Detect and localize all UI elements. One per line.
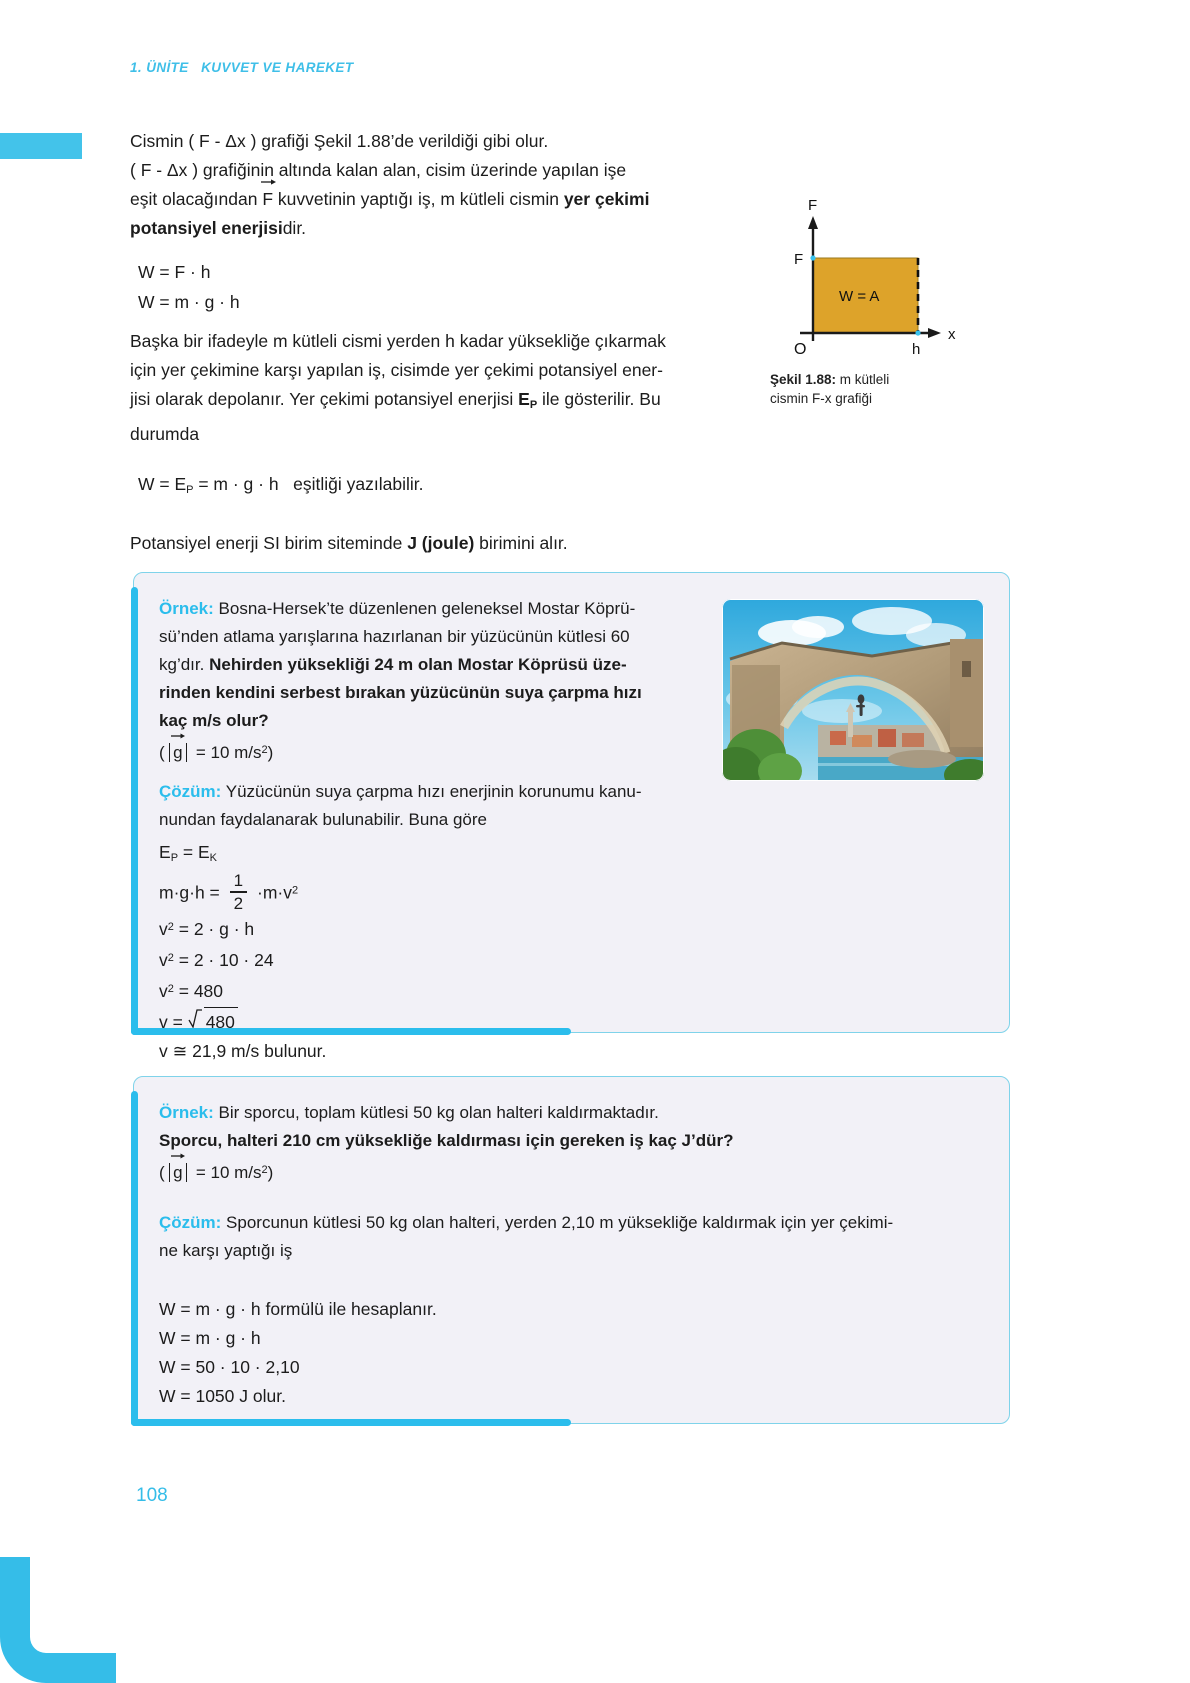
f3-sub: P [186, 484, 194, 496]
ex1-m4-b: = 2 · 10 · 24 [173, 949, 274, 970]
ex2-q-l1: Bir sporcu, toplam kütlesi 50 kg olan halteri kaldırmaktadır. [213, 1103, 659, 1122]
ex1-math-ep-ek [159, 838, 724, 873]
ex2-given-g [159, 1155, 989, 1188]
ex1-g: g [173, 743, 183, 762]
ex1-math-result: v ≅ 21,9 m/s bulunur. [159, 1040, 327, 1061]
ex1-q-line-1 [159, 595, 724, 623]
ex1-q-l3-bold: Nehirden yüksekliği 24 m olan Mostar Köprüsü üze- [209, 655, 627, 674]
radical-icon [188, 1008, 202, 1028]
figure-x-axis-label: x [948, 326, 956, 343]
ex1-sol-l1: Yüzücünün suya çarpma hızı enerjinin korunumu kanu- [221, 782, 642, 801]
g-vector-symbol [170, 1158, 185, 1188]
paragraph-1-line-1: Cismin ( F - Δx ) grafiği Şekil 1.88’de verildiği gibi olur. [130, 131, 549, 151]
ex1-q-line-2: sü’nden atlama yarışlarına hazırlanan bir yüzücünün kütlesi 60 [159, 627, 630, 646]
ex1-m6-a: v = [159, 1011, 188, 1032]
abs-value-bars [165, 1158, 191, 1188]
ex2-given-close: ) [267, 1163, 274, 1182]
ex2-math-w-mgh: W = m · g · h [159, 1328, 261, 1348]
p1l3-bold: yer çekimi [563, 189, 650, 209]
p1l3-text-a: eşit olacağından [130, 189, 263, 209]
ex2-math-result: W = 1050 J olur. [159, 1386, 286, 1406]
mostar-bridge-photo [722, 599, 984, 781]
edge-marker-bottom-corner [0, 1557, 116, 1683]
ex2-g: g [173, 1163, 183, 1182]
figure-graph [770, 196, 985, 356]
running-head: 1. ÜNİTE KUVVET VE HAREKET [130, 60, 354, 75]
ex1-m3-exp: 2 [167, 920, 174, 933]
ex1-m5-b: = 480 [173, 980, 224, 1001]
fraction-bar [230, 891, 247, 893]
abs-bar-right [186, 1163, 188, 1182]
force-vector-symbol [262, 185, 273, 214]
example-2-bottom-accent-bar [131, 1419, 571, 1426]
ex1-math-v2-numbers [159, 944, 724, 975]
ex1-m1-a: E [159, 842, 171, 862]
ex2-given-val: = 10 m/s [191, 1163, 262, 1182]
ex1-given-exp: 2 [261, 744, 268, 756]
abs-value-bars [165, 738, 191, 768]
ex2-math-w-numbers: W = 50 · 10 · 2,10 [159, 1357, 300, 1377]
ex1-radicand: 480 [204, 1007, 238, 1037]
fx-graph-svg [770, 196, 985, 356]
ex1-q-l3-norm: kg’dır. [159, 655, 210, 674]
ex2-q-line-2 [159, 1127, 989, 1155]
formula-w-ep-mgh [138, 469, 730, 505]
figure-y-axis-label: F [808, 197, 818, 214]
vector-arrow-icon [171, 732, 185, 740]
ex2-q-line-1 [159, 1099, 989, 1127]
body-text-column [130, 127, 730, 572]
ex1-m1-b: = E [178, 842, 210, 862]
ex1-q-l5-bold: kaç m/s olur? [159, 711, 269, 730]
ex1-m1-sub2: K [209, 852, 217, 864]
ex1-m5-a: v [159, 980, 168, 1001]
figure-caption-lead: Şekil 1.88: [770, 372, 837, 387]
ex2-given-open: ( [159, 1163, 165, 1182]
p2l3-sub: P [529, 399, 538, 411]
fraction-denominator: 2 [233, 893, 244, 913]
fraction-one-half [230, 873, 247, 913]
ex1-m4-a: v [159, 949, 168, 970]
vector-arrow-icon [261, 178, 276, 186]
ex1-sol-line-2: nundan faydalanarak bulunabilir. Buna göre [159, 810, 487, 829]
paragraph-1-line-3 [130, 185, 730, 214]
example-2-question [159, 1099, 989, 1188]
example-1-lead: Örnek: [159, 599, 214, 618]
vector-arrow-icon [171, 1152, 185, 1160]
p1l3-F: F [262, 189, 274, 209]
ex2-math-formula: W = m · g · h formülü ile hesaplanır. [159, 1299, 437, 1319]
paragraph-2 [130, 327, 730, 449]
p3-bold: J (joule) [407, 533, 475, 553]
ex1-m3-b: = 2 · g · h [173, 918, 255, 939]
g-vector-symbol [170, 738, 185, 768]
figure-1-88 [770, 196, 985, 408]
ex1-q-l1: Bosna-Hersek’te düzenlenen geleneksel Mostar Köprü- [213, 599, 636, 618]
ex2-given-exp: 2 [261, 1164, 268, 1176]
paragraph-2-line-1: Başka bir ifadeyle m kütleli cismi yerden h kadar yüksekliğe çıkarmak [130, 331, 666, 351]
p2l3-text-b: ile gösterilir. Bu [537, 389, 661, 409]
example-1-solution [159, 778, 724, 1066]
ex1-m1-sub1: P [170, 852, 179, 864]
ex2-sol-line-1 [159, 1209, 989, 1237]
ex1-given-val: = 10 m/s [191, 743, 262, 762]
ex1-m3-a: v [159, 918, 168, 939]
p3-text-a: Potansiyel enerji SI birim siteminde [130, 533, 408, 553]
p1l4-rest: dir. [282, 218, 307, 238]
paragraph-2-line-4: durumda [130, 424, 200, 444]
f3-b: = m · g · h [193, 474, 279, 494]
ex1-m5-exp: 2 [167, 982, 174, 995]
ex1-given-open: ( [159, 743, 165, 762]
ex1-q-l4-bold: rinden kendini serbest bırakan yüzücünün suya çarpma hızı [159, 683, 642, 702]
edge-marker-top [0, 133, 82, 159]
ex1-math-v2-2gh [159, 913, 724, 944]
page-number: 108 [136, 1485, 168, 1506]
paragraph-1 [130, 127, 730, 243]
figure-caption-rest-1: m kütleli [836, 372, 890, 387]
p1l4-bold: potansiyel enerjisi [130, 218, 283, 238]
ex2-sol-l1: Sporcunun kütlesi 50 kg olan halteri, yerden 2,10 m yüksekliğe kaldırmak için yer çekimi- [221, 1213, 894, 1232]
ex1-q-line-4 [159, 679, 724, 707]
f3-tail: eşitliği yazılabilir. [293, 474, 424, 494]
p3-text-b: birimini alır. [474, 533, 568, 553]
ex1-m2-a: m·g·h = [159, 882, 225, 903]
ex1-m4-exp: 2 [167, 951, 174, 964]
figure-origin-label: O [794, 341, 807, 356]
ex1-m2-b: ·m·v [252, 882, 292, 903]
mostar-bridge-illustration [722, 599, 984, 781]
p2l3-text-a: jisi olarak depolanır. Yer çekimi potansiyel enerjisi [130, 389, 519, 409]
ex2-q-l2-bold: Sporcu, halteri 210 cm yüksekliğe kaldırması için gereken iş kaç J’dür? [159, 1131, 734, 1150]
paragraph-3 [130, 529, 730, 558]
ex1-math-mgh-half-mv2 [159, 873, 724, 913]
paragraph-2-line-2: için yer çekimine karşı yapılan iş, cisimde yer çekimi potansiyel ener- [130, 360, 663, 380]
example-1-question [159, 595, 724, 768]
figure-x-tick-label: h [912, 341, 921, 356]
p2l3-E: E [518, 389, 530, 409]
paragraph-1-line-2: ( F - Δx ) grafiğinin altında kalan alan, cisim üzerinde yapılan işe [130, 160, 627, 180]
formula-w-mgh: W = m · g · h [138, 292, 240, 312]
ex1-q-line-5 [159, 707, 724, 735]
example-1-solution-lead: Çözüm: [159, 782, 222, 801]
formula-w-f-h: W = F · h [138, 262, 211, 282]
ex1-given-close: ) [267, 743, 274, 762]
figure-caption [770, 370, 985, 408]
figure-area-label: W = A [839, 288, 880, 305]
example-1-left-accent-bar [131, 587, 138, 1035]
ex2-sol-line-2: ne karşı yaptığı iş [159, 1241, 293, 1260]
square-root-expression [188, 1006, 238, 1037]
figure-y-tick-label: F [794, 251, 804, 268]
fraction-numerator: 1 [233, 871, 244, 890]
paragraph-2-line-3 [130, 385, 730, 420]
example-2-lead: Örnek: [159, 1103, 214, 1122]
ex1-given-g [159, 735, 724, 768]
ex1-q-line-3 [159, 651, 724, 679]
paragraph-1-line-4 [130, 214, 730, 243]
figure-caption-rest-2: cismin F-x grafiği [770, 391, 873, 406]
example-2-solution [159, 1209, 989, 1411]
ex1-sol-line-1 [159, 778, 724, 806]
corner-shape [0, 1557, 116, 1683]
p1l3-text-c: kuvvetinin yaptığı iş, m kütleli cismin [273, 189, 564, 209]
ex1-math-v-sqrt480 [159, 1006, 724, 1037]
ex1-math-v2-480 [159, 975, 724, 1006]
example-box-2 [133, 1076, 1010, 1424]
abs-bar-right [186, 743, 188, 762]
example-2-left-accent-bar [131, 1091, 138, 1426]
f3-a: W = E [138, 474, 187, 494]
ex1-m2-exp: 2 [291, 884, 299, 897]
example-2-solution-lead: Çözüm: [159, 1213, 222, 1232]
example-box-1 [133, 572, 1010, 1061]
